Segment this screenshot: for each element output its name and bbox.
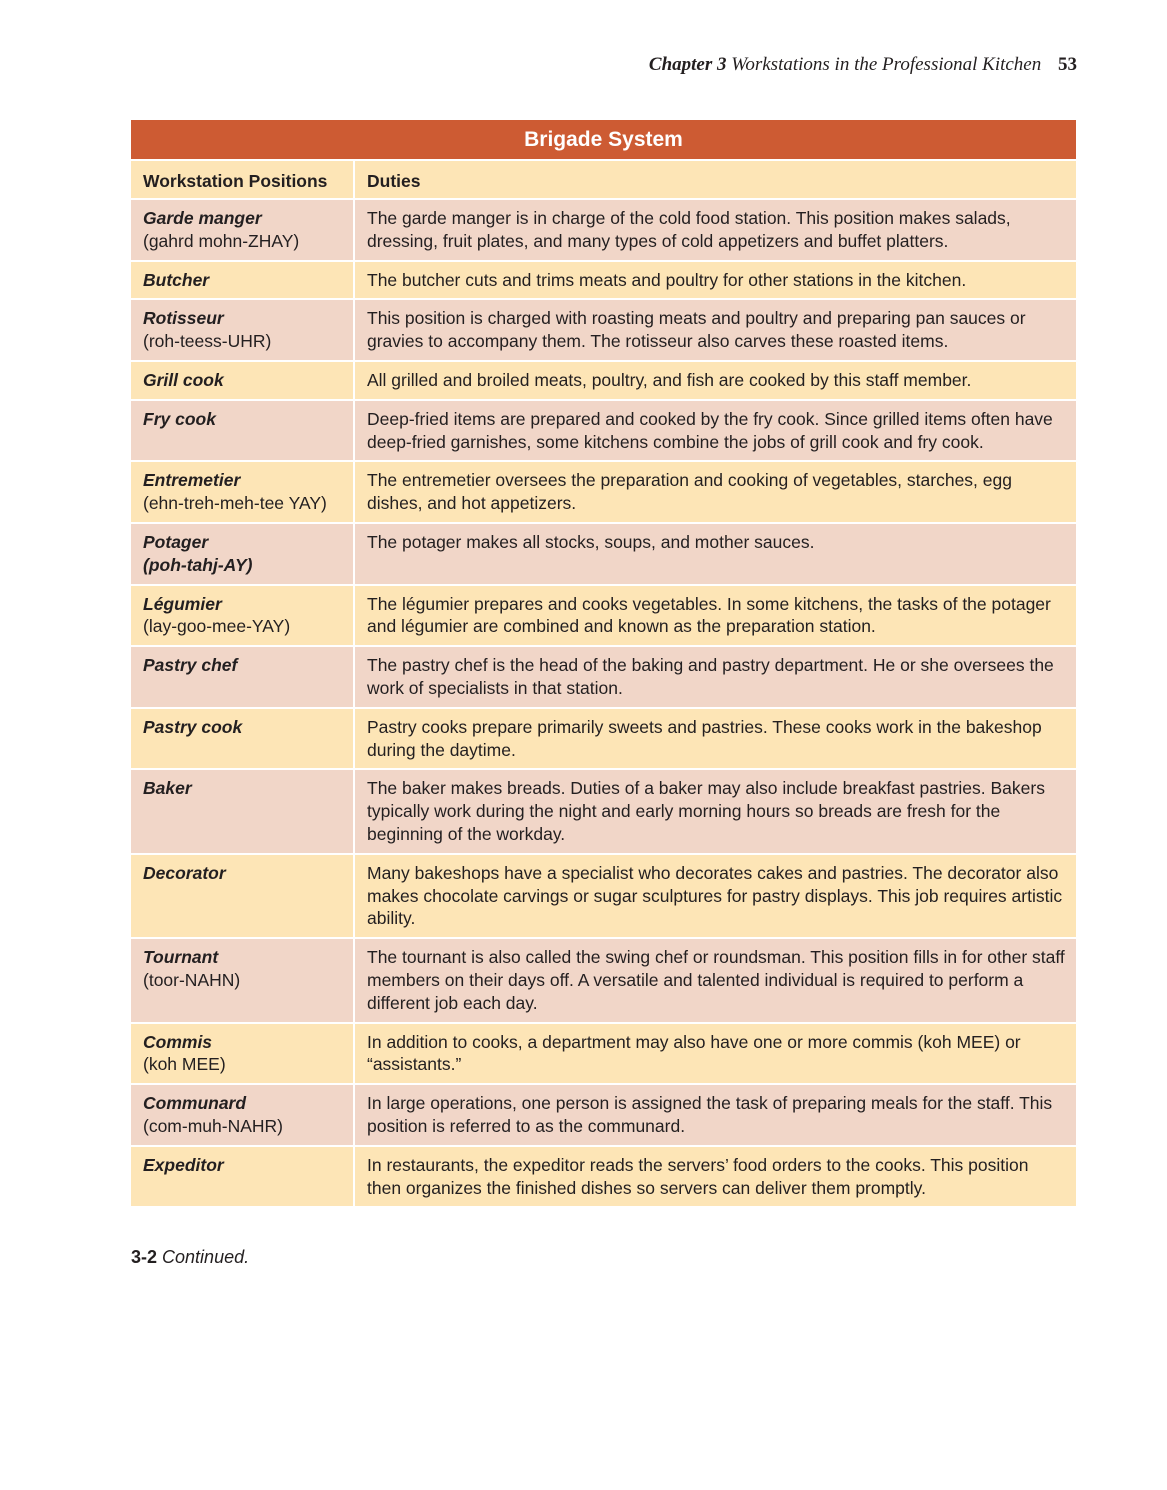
position-pronunciation: (gahrd mohn-ZHAY) — [143, 230, 300, 251]
position-cell — [131, 770, 355, 852]
table-row — [131, 1083, 1076, 1145]
table-row — [131, 645, 1076, 707]
chapter-title: Workstations in the Professional Kitchen — [731, 54, 1042, 75]
figure-caption-text: Continued. — [162, 1247, 250, 1267]
table-row — [131, 584, 1076, 646]
duty-cell: The baker makes breads. Duties of a baker may also include breakfast pastries. Bakers typically work during the night and early morning hours so breads are fresh for the beginning of the workday. — [367, 778, 1045, 844]
table-title: Brigade System — [131, 120, 1076, 159]
table-row — [131, 460, 1076, 522]
position-cell — [131, 462, 355, 522]
position-cell — [131, 939, 355, 1021]
position-name: Grill cook — [143, 369, 224, 390]
chapter-label: Chapter 3 — [648, 54, 727, 75]
position-name: Decorator — [143, 862, 226, 883]
table-row — [131, 298, 1076, 360]
position-cell — [131, 1085, 355, 1145]
duty-cell: The légumier prepares and cooks vegetables. In some kitchens, the tasks of the potager and légumier are combined and known as the preparation station. — [367, 593, 1051, 637]
position-cell — [131, 362, 355, 399]
position-pronunciation: (koh MEE) — [143, 1054, 226, 1075]
position-name: Baker — [143, 778, 192, 799]
header-positions: Workstation Positions — [131, 161, 355, 198]
position-cell — [131, 1147, 355, 1207]
table-row — [131, 260, 1076, 299]
table-row — [131, 937, 1076, 1021]
table-row — [131, 399, 1076, 461]
position-name: Pastry chef — [143, 655, 238, 676]
duty-cell: The pastry chef is the head of the baking and pastry department. He or she oversees the work of specialists in that station. — [367, 655, 1054, 698]
duty-cell: In addition to cooks, a department may also have one or more commis (koh MEE) or “assistants.” — [367, 1031, 1021, 1075]
duty-cell: The entremetier oversees the preparation and cooking of vegetables, starches, egg dishes, and hot appetizers. — [367, 470, 1012, 514]
duty-cell: Deep-fried items are prepared and cooked by the fry cook. Since grilled items often have deep-fried garnishes, some kitchens combine the jobs of grill cook and fry cook. — [367, 408, 1053, 452]
position-name: Butcher — [143, 269, 210, 290]
position-cell — [131, 586, 355, 646]
table-body — [131, 198, 1076, 1206]
position-cell — [131, 1024, 355, 1084]
table-row — [131, 522, 1076, 584]
table-row — [131, 1022, 1076, 1084]
table-row — [131, 853, 1076, 937]
table-row — [131, 1145, 1076, 1207]
table-row — [131, 707, 1076, 769]
figure-caption — [131, 1247, 249, 1268]
position-cell — [131, 709, 355, 769]
duty-cell: Pastry cooks prepare primarily sweets and pastries. These cooks work in the bakeshop during the daytime. — [367, 716, 1042, 760]
position-name: Fry cook — [143, 408, 216, 429]
position-name: Communard — [143, 1093, 247, 1114]
position-cell — [131, 300, 355, 360]
duty-cell: The potager makes all stocks, soups, and mother sauces. — [367, 531, 815, 552]
position-name: Garde manger — [143, 208, 262, 228]
position-cell — [131, 200, 355, 260]
position-name: Expeditor — [143, 1154, 224, 1175]
position-name: Rotisseur — [143, 308, 224, 329]
position-pronunciation: (roh-teess-UHR) — [143, 331, 272, 352]
duty-cell: In large operations, one person is assigned the task of preparing meals for the staff. This position is referred to as the communard. — [367, 1093, 1053, 1136]
position-name: Commis — [143, 1031, 213, 1052]
duty-cell: Many bakeshops have a specialist who decorates cakes and pastries. The decorator also makes chocolate carvings or sugar sculptures for pastry displays. This job requires artistic ability. — [367, 862, 1063, 929]
position-name: Légumier — [143, 593, 222, 614]
position-name: Tournant — [143, 947, 219, 968]
table-row — [131, 360, 1076, 399]
position-pronunciation: (com-muh-NAHR) — [143, 1115, 283, 1136]
duty-cell: The tournant is also called the swing chef or roundsman. This position fills in for other staff members on their days off. A versatile and talented individual is required to perform a different job each day. — [367, 947, 1065, 1013]
page-number: 53 — [1058, 54, 1077, 75]
running-head — [649, 54, 1077, 76]
position-cell — [131, 524, 355, 584]
duty-cell: In restaurants, the expeditor reads the servers’ food orders to the cooks. This position then organizes the finished dishes so servers can deliver them promptly. — [367, 1154, 1029, 1198]
figure-number: 3-2 — [131, 1247, 158, 1267]
table-header-row — [131, 159, 1076, 198]
position-cell — [131, 647, 355, 707]
position-name: Pastry cook — [143, 716, 243, 737]
header-duties: Duties — [367, 171, 421, 191]
table-row — [131, 198, 1076, 260]
table-row — [131, 768, 1076, 852]
duty-cell: This position is charged with roasting meats and poultry and preparing pan sauces or gravies to accompany them. The rotisseur also carves these roasted items. — [367, 308, 1026, 352]
position-pronunciation: (ehn-treh-meh-tee YAY) — [143, 493, 327, 514]
duty-cell: All grilled and broiled meats, poultry, and fish are cooked by this staff member. — [367, 369, 972, 390]
position-cell — [131, 855, 355, 937]
duty-cell: The butcher cuts and trims meats and poultry for other stations in the kitchen. — [367, 269, 967, 290]
position-pronunciation: (lay-goo-mee-YAY) — [143, 616, 291, 637]
position-cell — [131, 262, 355, 299]
position-name: Potager — [143, 531, 209, 552]
position-name: Entremetier — [143, 470, 241, 491]
brigade-system-table — [131, 120, 1076, 1206]
duty-cell: The garde manger is in charge of the cold food station. This position makes salads, dressing, fruit plates, and many types of cold appetizers and buffet platters. — [367, 208, 1011, 251]
position-pronunciation: (poh-tahj-AY) — [143, 554, 253, 575]
position-cell — [131, 401, 355, 461]
position-pronunciation: (toor-NAHN) — [143, 969, 241, 990]
